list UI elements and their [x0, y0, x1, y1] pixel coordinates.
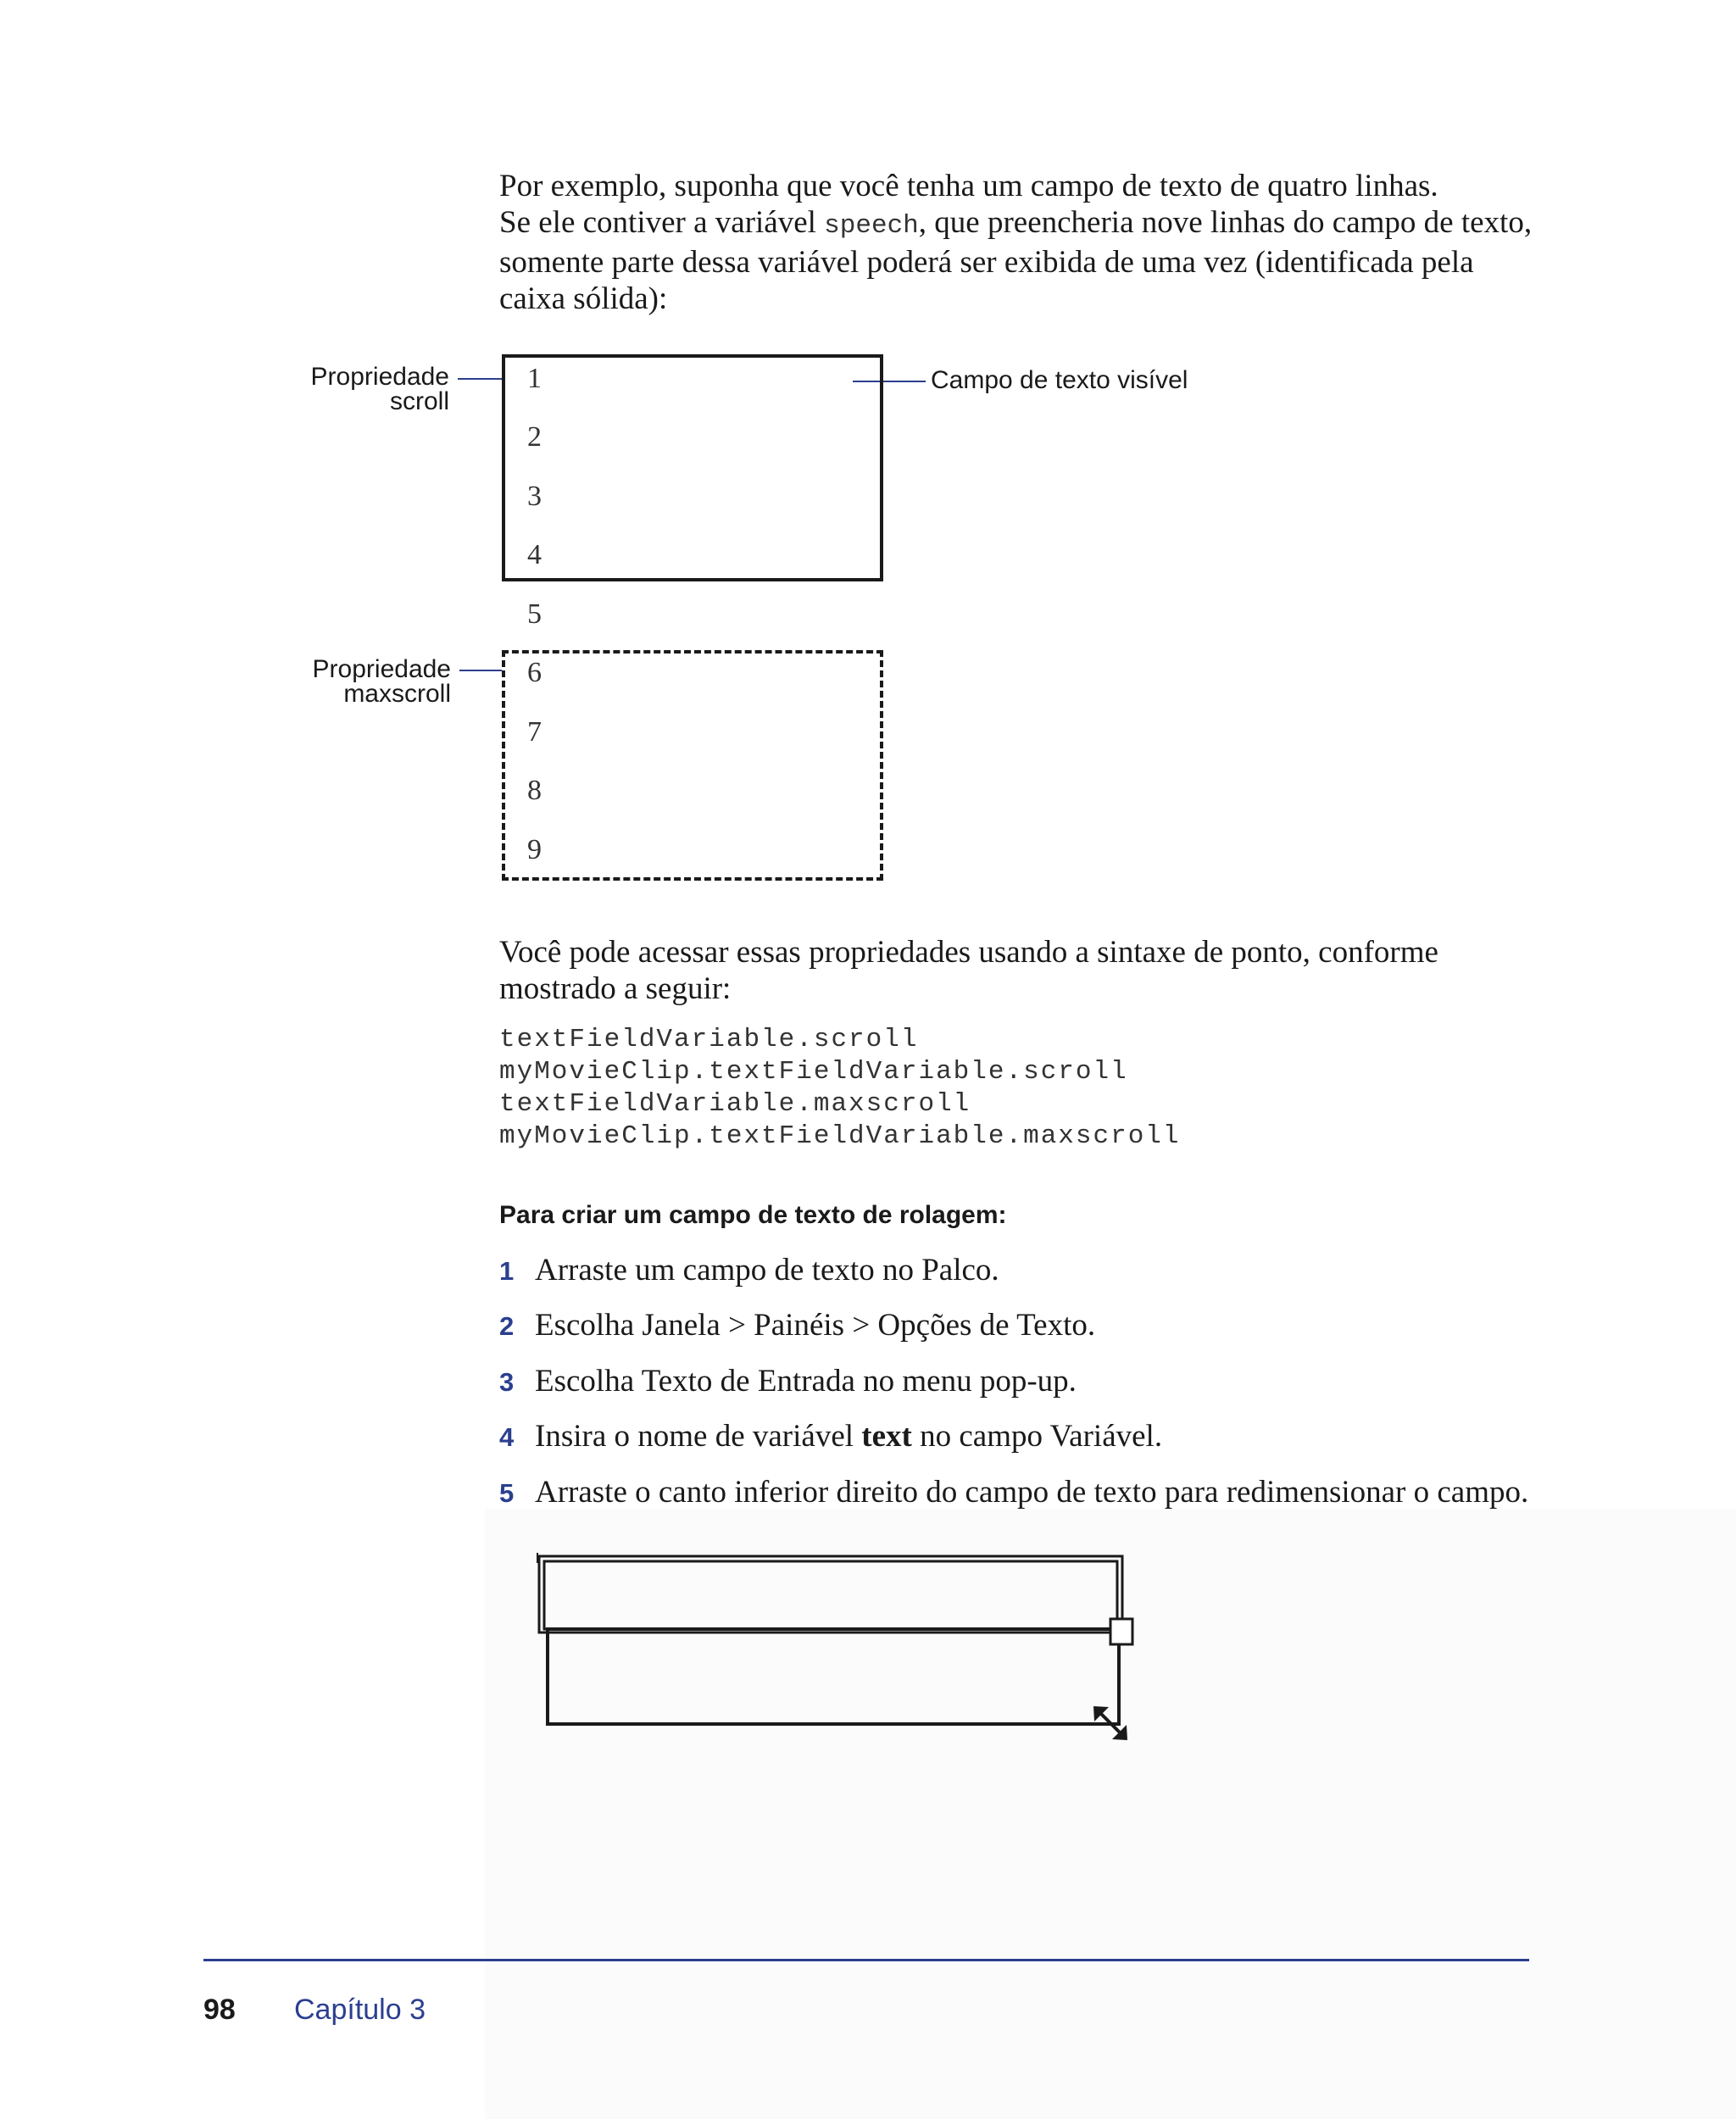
line-number-1: 1 [527, 363, 542, 394]
page-number: 98 [203, 1994, 236, 2026]
intro-line-2-before: Se ele contiver a variável [499, 205, 825, 240]
step-5 [499, 1474, 1528, 1510]
line-number-9: 9 [527, 834, 542, 865]
procedure-heading: Para criar um campo de texto de rolagem: [499, 1201, 1007, 1229]
scroll-property-label [254, 364, 449, 414]
visible-field-label: Campo de texto visível [931, 366, 1188, 394]
code-line: textFieldVariable.scroll [499, 1025, 919, 1054]
step-3 [499, 1363, 1077, 1399]
original-text-field [539, 1556, 1122, 1632]
step-4-before: Insira o nome de variável [535, 1419, 862, 1454]
scroll-label-line-2: scroll [389, 387, 449, 415]
resize-handle [1110, 1619, 1132, 1644]
resized-text-field [548, 1629, 1119, 1724]
intro-inline-code: speech [824, 211, 919, 241]
resize-text-field-illustration [534, 1551, 1144, 1746]
code-line: myMovieClip.textFieldVariable.maxscroll [499, 1121, 1181, 1151]
footer-rule [203, 1959, 1529, 1961]
original-text-field-inner [544, 1561, 1117, 1629]
step-number: 2 [499, 1311, 515, 1341]
step-4 [499, 1418, 1162, 1454]
maxscroll-label-line-1: Propriedade [312, 655, 451, 683]
step-text [535, 1419, 1162, 1454]
step-2 [499, 1307, 1095, 1343]
scroll-label-line-1: Propriedade [310, 363, 449, 391]
step-number: 3 [499, 1367, 515, 1397]
chapter-label: Capítulo 3 [294, 1994, 426, 2026]
step-4-after: no campo Variável. [911, 1419, 1163, 1454]
code-line: myMovieClip.textFieldVariable.scroll [499, 1057, 1128, 1087]
intro-line-4: caixa sólida): [499, 281, 668, 316]
step-text: Escolha Janela > Painéis > Opções de Texto. [535, 1308, 1096, 1343]
step-text: Arraste um campo de texto no Palco. [535, 1253, 999, 1288]
line-number-7: 7 [527, 716, 542, 748]
variable-name-text: text [861, 1419, 912, 1454]
line-number-5: 5 [527, 598, 542, 630]
scroll-leader-line [458, 378, 502, 380]
line-number-2: 2 [527, 421, 542, 453]
step-number: 5 [499, 1478, 515, 1508]
code-block [499, 1024, 1181, 1153]
syntax-line-1: Você pode acessar essas propriedades usando a sintaxe de ponto, conforme [499, 935, 1438, 970]
line-number-3: 3 [527, 481, 542, 512]
step-number: 1 [499, 1256, 515, 1286]
maxscroll-property-label [254, 657, 451, 706]
step-1 [499, 1252, 999, 1288]
maxscroll-leader-line [459, 670, 502, 671]
syntax-paragraph [499, 934, 1550, 1007]
intro-line-3: somente parte dessa variável poderá ser exibida de uma vez (identificada pela [499, 245, 1474, 280]
line-number-8: 8 [527, 775, 542, 806]
intro-paragraph [499, 168, 1550, 317]
maxscroll-label-line-2: maxscroll [343, 680, 451, 708]
line-number-6: 6 [527, 657, 542, 688]
step-number: 4 [499, 1422, 515, 1452]
code-line: textFieldVariable.maxscroll [499, 1089, 971, 1119]
intro-line-1: Por exemplo, suponha que você tenha um campo de texto de quatro linhas. [499, 169, 1438, 203]
intro-line-2 [499, 204, 1550, 244]
step-text: Arraste o canto inferior direito do campo de texto para redimensionar o campo. [535, 1475, 1529, 1510]
intro-line-2-after: , que preencheria nove linhas do campo de texto, [918, 205, 1533, 240]
syntax-line-2: mostrado a seguir: [499, 971, 732, 1006]
line-number-4: 4 [527, 539, 542, 570]
step-text: Escolha Texto de Entrada no menu pop-up. [535, 1364, 1077, 1399]
